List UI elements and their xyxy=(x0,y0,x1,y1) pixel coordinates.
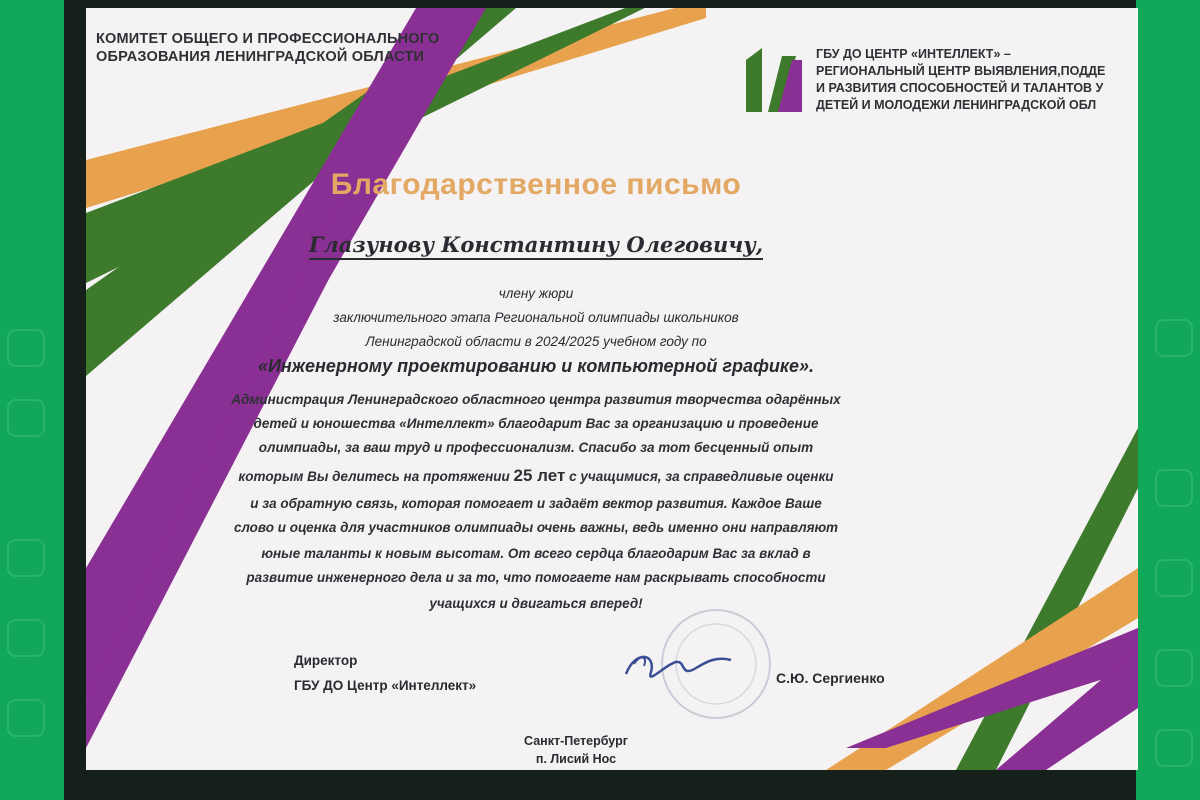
location xyxy=(476,732,676,768)
event-line-2: Ленинградской области в 2024/2025 учебном году по xyxy=(365,334,707,349)
committee-name-line-2: ОБРАЗОВАНИЯ ЛЕНИНГРАДСКОЙ ОБЛАСТИ xyxy=(96,49,425,65)
body-line-4-start: которым Вы делитесь на протяжении xyxy=(238,469,510,484)
background-pattern-left xyxy=(0,0,60,800)
body-line-9: учащихся и двигаться вперед! xyxy=(429,596,643,611)
olympiad-subject: «Инженерному проектированию и компьютерной графике». xyxy=(257,356,815,376)
background-pattern-right xyxy=(1140,0,1200,800)
signatory-title xyxy=(294,648,476,698)
committee-name xyxy=(96,30,439,66)
body-line-7: юные таланты к новым высотам. От всего сердца благодарим Вас за вклад в xyxy=(261,546,811,561)
event-line-1: заключительного этапа Региональной олимпиады школьников xyxy=(333,310,739,325)
center-name-line-1: ГБУ ДО ЦЕНТР «ИНТЕЛЛЕКТ» – xyxy=(816,47,1011,61)
body-line-4 xyxy=(86,466,986,486)
body-line-1: Администрация Ленинградского областного центра развития творчества одарённых xyxy=(231,392,841,407)
center-name-line-3: И РАЗВИТИЯ СПОСОБНОСТЕЙ И ТАЛАНТОВ У xyxy=(816,81,1104,95)
certificate-paper xyxy=(86,8,1138,770)
body-line-4-end: с учащимися, за справедливые оценки xyxy=(569,469,834,484)
signatory-title-line-1: Директор xyxy=(294,653,358,668)
recipient-name-text: Глазунову Константину Олеговичу, xyxy=(309,232,763,260)
center-name-line-4: ДЕТЕЙ И МОЛОДЕЖИ ЛЕНИНГРАДСКОЙ ОБЛ xyxy=(816,98,1097,112)
body-line-8: развитие инженерного дела и за то, что помогаете нам раскрывать способности xyxy=(246,570,826,585)
official-stamp-and-signature xyxy=(606,604,786,724)
document-title: Благодарственное письмо xyxy=(330,168,742,201)
body-line-5: и за обратную связь, которая помогает и задаёт вектор развития. Каждое Ваше xyxy=(250,496,822,511)
center-name xyxy=(816,46,1105,114)
body-line-3: олимпиады, за ваш труд и профессионализм. Спасибо за тот бесценный опыт xyxy=(258,440,814,455)
center-name-line-2: РЕГИОНАЛЬНЫЙ ЦЕНТР ВЫЯВЛЕНИЯ,ПОДДЕ xyxy=(816,64,1106,78)
committee-name-line-1: КОМИТЕТ ОБЩЕГО И ПРОФЕССИОНАЛЬНОГО xyxy=(96,31,440,47)
signatory-name: С.Ю. Сергиенко xyxy=(776,670,885,686)
body-line-6: слово и оценка для участников олимпиады очень важны, ведь именно они направляют xyxy=(233,520,839,535)
location-city: Санкт-Петербург xyxy=(524,734,628,748)
location-place: п. Лисий Нос xyxy=(535,752,617,766)
recipient-role: члену жюри xyxy=(498,286,574,301)
recipient-name xyxy=(86,232,986,257)
signatory-title-line-2: ГБУ ДО Центр «Интеллект» xyxy=(294,678,477,693)
intellect-logo-icon xyxy=(738,46,810,116)
body-line-2: детей и юношества «Интеллект» благодарит Вас за организацию и проведение xyxy=(253,416,819,431)
years-count: 25 лет xyxy=(513,466,566,485)
